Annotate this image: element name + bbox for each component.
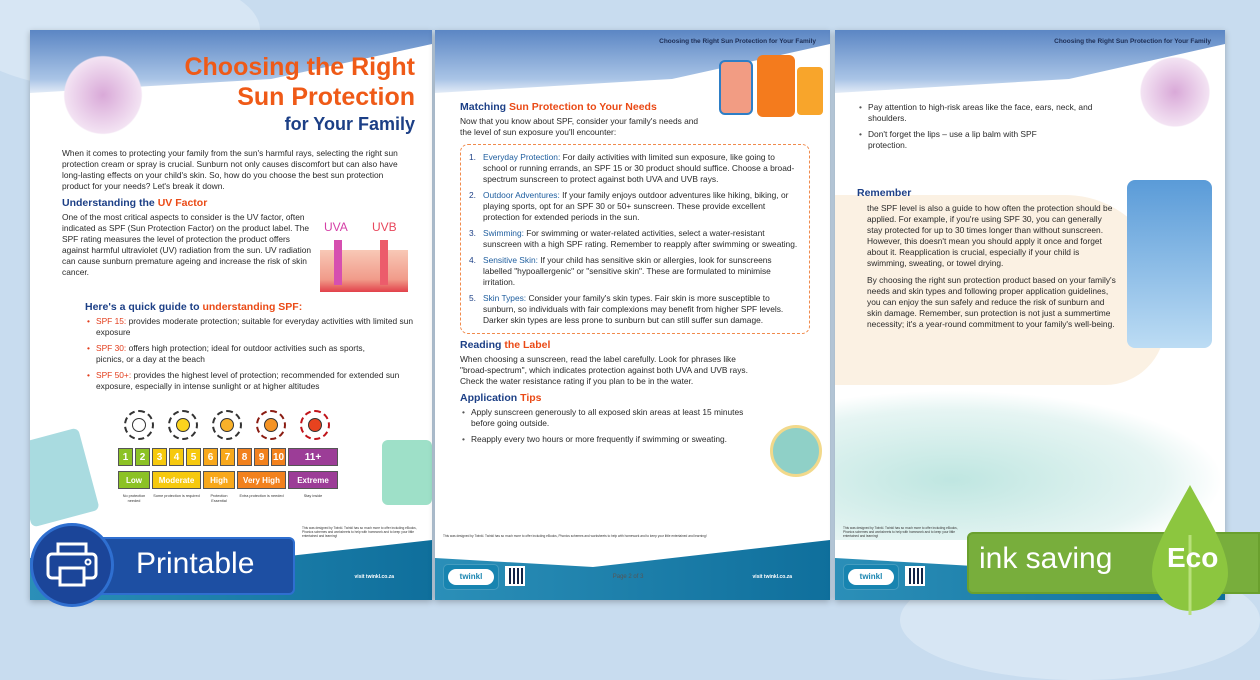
list-item: 1. Everyday Protection: For daily activities with limited sun exposure, like going to school or running errands, an SPF 15 or 30 product should suffice. Choose a broad-spectrum sunscreen to protect against both UVA and UVB rays. xyxy=(469,152,801,185)
page-1 xyxy=(30,30,432,600)
spf-guide-heading: Here's a quick guide to understanding SPF: xyxy=(85,301,303,313)
list-item: 5. Skin Types: Consider your family's skin types. Fair skin is more susceptible to sunburn, so individuals with fair complexions may benefit from higher SPF levels. Darker skin types are less prone to sunburn but can still suffer sun damage. xyxy=(469,293,801,326)
uv-note: Stay inside xyxy=(303,494,323,498)
visit-link[interactable]: visit twinkl.co.za xyxy=(354,574,394,580)
family-illustration xyxy=(1135,52,1215,132)
printable-badge xyxy=(30,533,295,597)
sun-icon xyxy=(124,410,154,440)
page-title: Choosing the Right Sun Protection for Your Family xyxy=(184,53,415,134)
intro-text: When it comes to protecting your family from the sun's harmful rays, selecting the right sun protection cream or spray is crucial. Sunburn not only causes discomfort but can also have long-lasting effects on your child's skin. So, how do you choose the best sun protection product for your needs? Let's break it down. xyxy=(62,148,398,191)
uv-note: Some protection is required xyxy=(153,494,200,498)
qr-code xyxy=(905,566,925,586)
uv-number: 3 xyxy=(152,448,167,466)
uv-number: 5 xyxy=(186,448,201,466)
twinkl-logo: twinkl xyxy=(443,564,499,590)
tips-list xyxy=(857,102,1107,151)
uv-number-row xyxy=(118,448,378,466)
uv-number: 8 xyxy=(237,448,252,466)
header-title: Choosing the Right Sun Protection for Your Family xyxy=(1054,38,1211,45)
uv-number: 9 xyxy=(254,448,269,466)
label-text: When choosing a sunscreen, read the label carefully. Look for phrases like "broad-spectrum", which indicates protection against both UVA and UVB rays. Check the water resistance rating if you plan to be in the water. xyxy=(460,354,748,386)
uv-number: 4 xyxy=(169,448,184,466)
tips-heading: Application Tips xyxy=(460,392,542,404)
list-item: 3. Swimming: For swimming or water-related activities, select a water-resistant sunscreen with a high SPF rating. Remember to reapply after swimming or sweating. xyxy=(469,228,801,250)
uv-level: Moderate xyxy=(152,471,201,489)
sun-icons xyxy=(124,410,378,440)
uv-index-scale xyxy=(118,410,378,503)
uv-number: 7 xyxy=(220,448,235,466)
uv-heading: Understanding the UV Factor xyxy=(62,197,208,209)
uv-number: 1 xyxy=(118,448,133,466)
sun-icon xyxy=(212,410,242,440)
list-item: 4. Sensitive Skin: If your child has sensitive skin or allergies, look for sunscreens labelled "hypoallergenic" or "sensitive skin". These are formulated to minimise irritation. xyxy=(469,255,801,288)
uv-number: 2 xyxy=(135,448,150,466)
list-item: • Don't forget the lips – use a lip balm with SPF protection. xyxy=(857,129,1047,151)
twinkl-logo: twinkl xyxy=(843,564,899,590)
remember-text: the SPF level is also a guide to how often the protection should be applied. For example, if you're using SPF 30, you can generally stay protected for up to 30 times longer than without sunscreen. However, this doesn't mean you should apply it once and forget about it. Reapplication is crucial, especially if your child is swimming, sweating, or towel drying. xyxy=(867,203,1113,268)
credit-text: This was designed by Twinkl. Twinkl has so much more to offer including eBooks, Phonics schemes and worksheets to help with homework and to keep your little entertained and learning! xyxy=(843,526,958,538)
uv-note: Protection Essential xyxy=(210,494,228,503)
remember-heading: Remember xyxy=(857,187,912,199)
matching-intro: Now that you know about SPF, consider your family's needs and the level of sun exposure you'll encounter: xyxy=(460,116,699,137)
list-item: • SPF 50+: provides the highest level of protection; recommended for extended sun exposure, especially in intense sunlight or at higher altitudes xyxy=(85,370,415,392)
list-item: • Pay attention to high-risk areas like the face, ears, neck, and shoulders. xyxy=(857,102,1107,124)
uv-number: 11+ xyxy=(288,448,338,466)
uv-level: Low xyxy=(118,471,150,489)
clothes-illustration xyxy=(382,440,432,505)
eco-label: Eco xyxy=(1167,542,1219,573)
eco-badge xyxy=(967,530,1260,596)
beach-towel-illustration xyxy=(30,427,100,527)
uv-note: Extra protection is needed xyxy=(239,494,284,498)
teacher-illustration xyxy=(1127,180,1212,348)
header-title: Choosing the Right Sun Protection for Your Family xyxy=(659,38,816,45)
uv-text: One of the most critical aspects to consider is the UV factor, often indicated as SPF (Sun Protection Factor) on the product label. The SPF rating measures the level of protection the product offers against harmful ultraviolet (UV) radiation from the sun. UV radiation can cause sunburn premature ageing and increase the risk of skin cancer. xyxy=(62,212,312,277)
ink-saving-label: ink saving xyxy=(979,542,1113,575)
list-item: • Reapply every two hours or more frequently if swimming or sweating. xyxy=(460,434,755,445)
needs-list xyxy=(460,144,810,334)
uv-number: 10 xyxy=(271,448,286,466)
printable-label: Printable xyxy=(136,547,255,580)
sun-icon xyxy=(256,410,286,440)
credit-text: This was designed by Twinkl. Twinkl has so much more to offer including eBooks, Phonics schemes and worksheets to help with homework and to keep your little entertained and learning! xyxy=(302,526,417,538)
uv-notes-row xyxy=(118,494,378,503)
uv-level: Very High xyxy=(237,471,286,489)
uv-level-row xyxy=(118,471,378,489)
qr-code xyxy=(505,566,525,586)
tips-list xyxy=(460,407,755,445)
page-number: Page 2 of 3 xyxy=(612,574,644,580)
label-heading: Reading the Label xyxy=(460,339,551,351)
matching-heading: Matching Sun Protection to Your Needs xyxy=(460,101,657,113)
conclusion-text: By choosing the right sun protection product based on your family's needs and skin types and following proper application guidelines, you can enjoy the sun safely and reduce the risk of sunburn and skin damage. Remember, sun protection is not just a summertime necessity; it's a year-round commitment to your family's well-being. xyxy=(867,275,1116,329)
credit-text: This was designed by Twinkl. Twinkl has so much more to offer including eBooks, Phonics schemes and worksheets to help with homework and to keep your little entertained and learning! xyxy=(443,534,707,538)
spf-list xyxy=(85,316,415,392)
visit-link[interactable]: visit twinkl.co.za xyxy=(752,574,792,580)
shield-sun-icon xyxy=(770,425,822,477)
page-2 xyxy=(435,30,830,600)
list-item: • SPF 30: offers high protection; ideal for outdoor activities such as sports, picnics, or a day at the beach xyxy=(85,343,370,365)
list-item: 2. Outdoor Adventures: If your family enjoys outdoor adventures like hiking, biking, or playing sports, opt for an SPF 30 or 50+ sunscreen. These provide excellent protection for extended periods in the sun. xyxy=(469,190,801,223)
uv-note: No protection needed xyxy=(122,494,146,503)
sun-icon xyxy=(300,410,330,440)
uv-level: High xyxy=(203,471,235,489)
sun-icon xyxy=(168,410,198,440)
uv-skin-diagram: UVA UVB xyxy=(320,220,410,300)
printer-icon xyxy=(30,523,114,607)
uv-level: Extreme xyxy=(288,471,338,489)
uv-number: 6 xyxy=(203,448,218,466)
list-item: • SPF 15: provides moderate protection; suitable for everyday activities with limited sun exposure xyxy=(85,316,415,338)
list-item: • Apply sunscreen generously to all exposed skin areas at least 15 minutes before going outside. xyxy=(460,407,755,429)
